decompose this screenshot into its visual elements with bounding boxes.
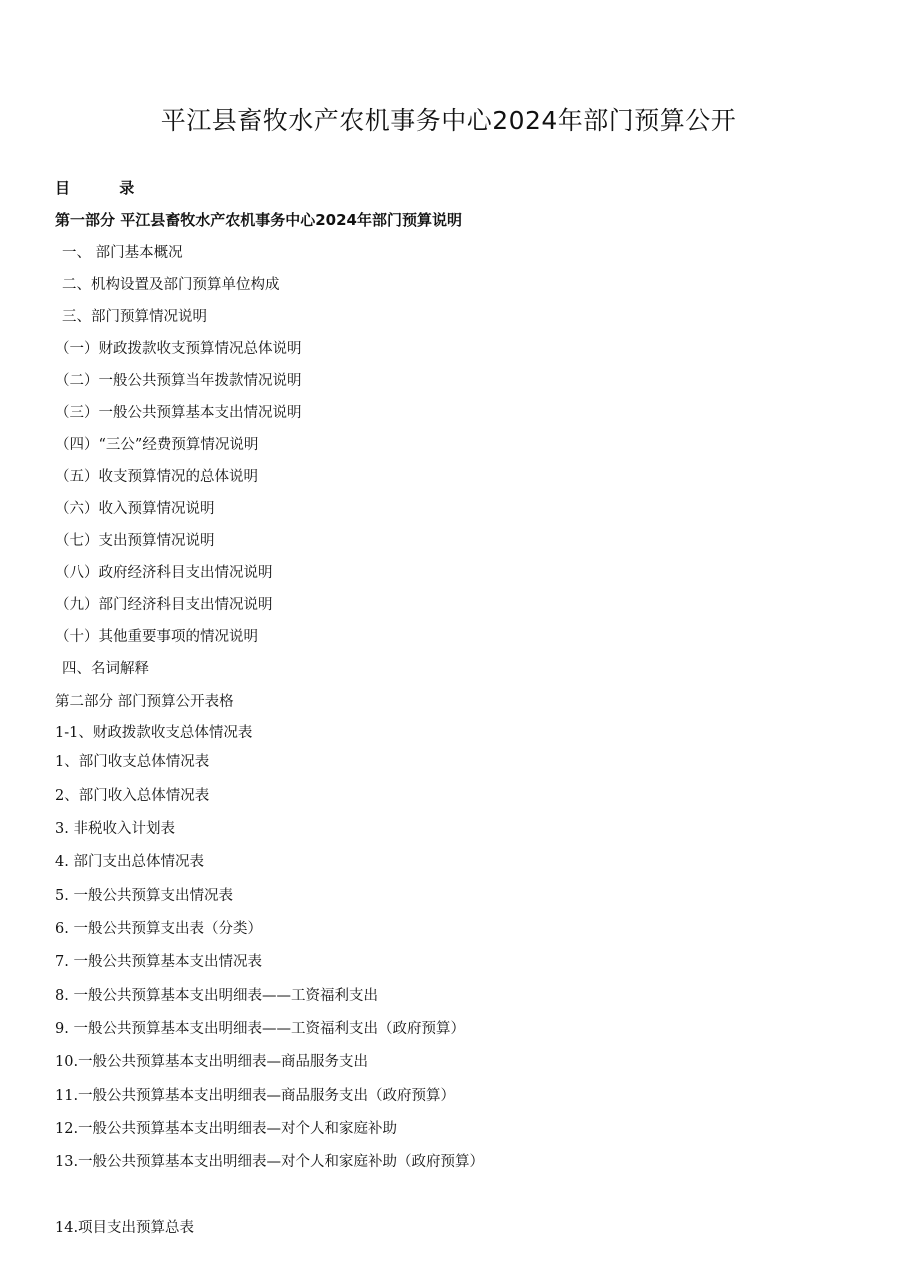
toc-item-sub-8: （八）政府经济科目支出情况说明 xyxy=(55,565,273,581)
table-item-13: 13.一般公共预算基本支出明细表—对个人和家庭补助（政府预算） xyxy=(55,1154,485,1170)
toc-item-sub-9: （九）部门经济科目支出情况说明 xyxy=(55,597,273,613)
table-item-2: 2、部门收入总体情况表 xyxy=(55,788,210,804)
toc-item-sub-4: （四）“三公”经费预算情况说明 xyxy=(55,437,259,453)
table-item-14: 14.项目支出预算总表 xyxy=(55,1220,195,1236)
toc-item-sub-5: （五）收支预算情况的总体说明 xyxy=(55,469,258,485)
table-item-6: 6. 一般公共预算支出表（分类） xyxy=(55,921,262,937)
toc-item-organization: 二、机构设置及部门预算单位构成 xyxy=(62,277,280,293)
table-item-5: 5. 一般公共预算支出情况表 xyxy=(55,888,233,904)
toc-item-sub-7: （七）支出预算情况说明 xyxy=(55,533,215,549)
toc-item-sub-10: （十）其他重要事项的情况说明 xyxy=(55,629,258,645)
toc-item-sub-1: （一）财政拨款收支预算情况总体说明 xyxy=(55,341,302,357)
table-item-3: 3. 非税收入计划表 xyxy=(55,821,175,837)
toc-item-budget-explanation: 三、部门预算情况说明 xyxy=(62,309,207,325)
toc-heading: 目 录 xyxy=(55,179,157,197)
table-item-10: 10.一般公共预算基本支出明细表—商品服务支出 xyxy=(55,1054,369,1070)
toc-item-glossary: 四、名词解释 xyxy=(62,661,149,677)
table-item-1: 1、部门收支总体情况表 xyxy=(55,754,210,770)
table-item-11: 11.一般公共预算基本支出明细表—商品服务支出（政府预算） xyxy=(55,1088,456,1104)
part-one-heading: 第一部分 平江县畜牧水产农机事务中心2024年部门预算说明 xyxy=(55,211,462,229)
part-two-heading: 第二部分 部门预算公开表格 xyxy=(55,694,234,710)
table-item-4: 4. 部门支出总体情况表 xyxy=(55,854,204,870)
toc-item-sub-6: （六）收入预算情况说明 xyxy=(55,501,215,517)
document-title: 平江县畜牧水产农机事务中心2024年部门预算公开 xyxy=(160,106,737,135)
toc-item-sub-3: （三）一般公共预算基本支出情况说明 xyxy=(55,405,302,421)
toc-item-sub-2: （二）一般公共预算当年拨款情况说明 xyxy=(55,373,302,389)
table-item-9: 9. 一般公共预算基本支出明细表——工资福利支出（政府预算） xyxy=(55,1021,465,1037)
table-item-7: 7. 一般公共预算基本支出情况表 xyxy=(55,954,262,970)
table-item-12: 12.一般公共预算基本支出明细表—对个人和家庭补助 xyxy=(55,1121,398,1137)
table-item-8: 8. 一般公共预算基本支出明细表——工资福利支出 xyxy=(55,988,378,1004)
toc-item-basic-overview: 一、 部门基本概况 xyxy=(62,245,183,261)
table-item-1-1: 1-1、财政拨款收支总体情况表 xyxy=(55,725,253,741)
